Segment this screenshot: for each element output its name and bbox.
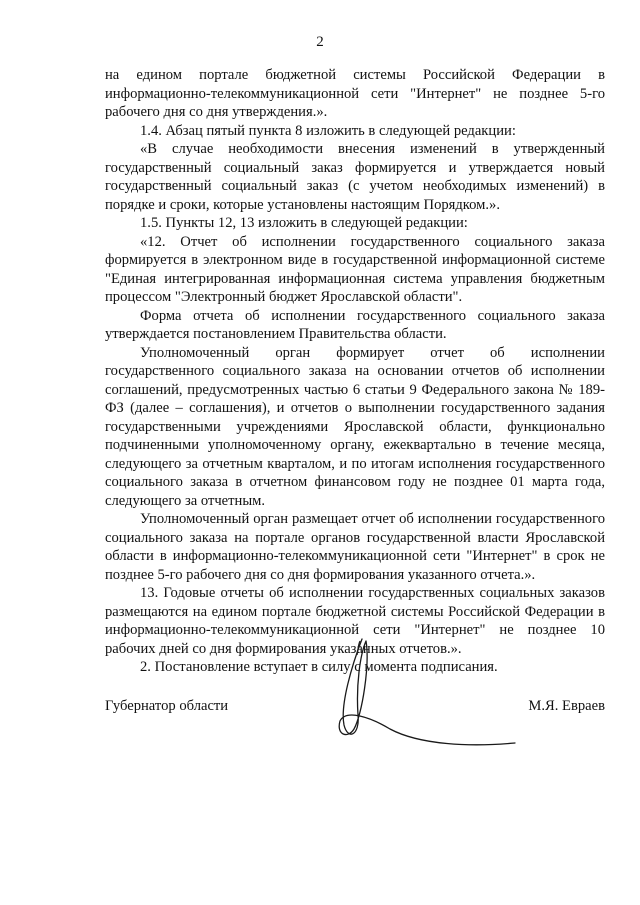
document-body xyxy=(105,66,605,677)
paragraph-quote-changes: «В случае необходимости внесения изменений в утвержденный государственный социальный заказ формируется и утверждается новый государственный социальный заказ (с учетом необходимых изменений) в порядке и сроки, которые установлены настоящим Порядком.». xyxy=(105,141,605,213)
paragraph-item-1-5: 1.5. Пункты 12, 13 изложить в следующей редакции: xyxy=(140,215,468,231)
paragraph-authority-publishes: Уполномоченный орган размещает отчет об исполнении государственного социального заказа на портале органов государственной власти Ярославской области в информационно-телекоммуникационной сети "Интернет" в срок не позднее 5-го рабочего дня со дня формирования указанного отчета.». xyxy=(105,511,605,583)
paragraph-point-12: «12. Отчет об исполнении государственного социального заказа формируется в электронном виде в государственной информационной системе "Единая интегрированная информационная система управления бюджетным процессом "Электронный бюджет Ярославской области". xyxy=(105,233,605,305)
signatory-position: Губернатор области xyxy=(105,698,229,714)
paragraph-report-form: Форма отчета об исполнении государственного социального заказа утверждается постановлением Правительства области. xyxy=(105,307,605,342)
page-number: 2 xyxy=(316,34,324,50)
paragraph-authority-forms: Уполномоченный орган формирует отчет об исполнении государственного социального заказа на основании отчетов об исполнении соглашений, предусмотренных частью 6 статьи 9 Федерального закона № 189-ФЗ (далее – соглашения), и отчетов о выполнении государственного задания государственными учреждениями Ярославской области, функционально подчиненными уполномоченному органу, ежеквартально в течение месяца, следующего за отчетным кварталом, и по итогам исполнения государственного социального заказа в отчетном финансовом году не позднее 01 марта года, следующего за отчетным. xyxy=(105,344,605,509)
paragraph-point-13: 13. Годовые отчеты об исполнении государственных социальных заказов размещаются на едином портале бюджетной системы Российской Федерации в информационно-телекоммуникационной сети "Интернет" не позднее 10 рабочих дней со дня формирования указанных отчетов.». xyxy=(105,585,605,657)
handwritten-signature xyxy=(300,625,540,755)
paragraph-item-1-4: 1.4. Абзац пятый пункта 8 изложить в следующей редакции: xyxy=(140,122,516,139)
signature-row xyxy=(105,698,605,715)
paragraph-continuation: на едином портале бюджетной системы Российской Федерации в информационно-телекоммуникационной сети "Интернет" не позднее 5-го рабочего дня со дня утверждения.». xyxy=(105,67,605,120)
paragraph-effective: 2. Постановление вступает в силу с момента подписания. xyxy=(140,659,498,675)
signatory-name: М.Я. Евраев xyxy=(528,698,605,714)
